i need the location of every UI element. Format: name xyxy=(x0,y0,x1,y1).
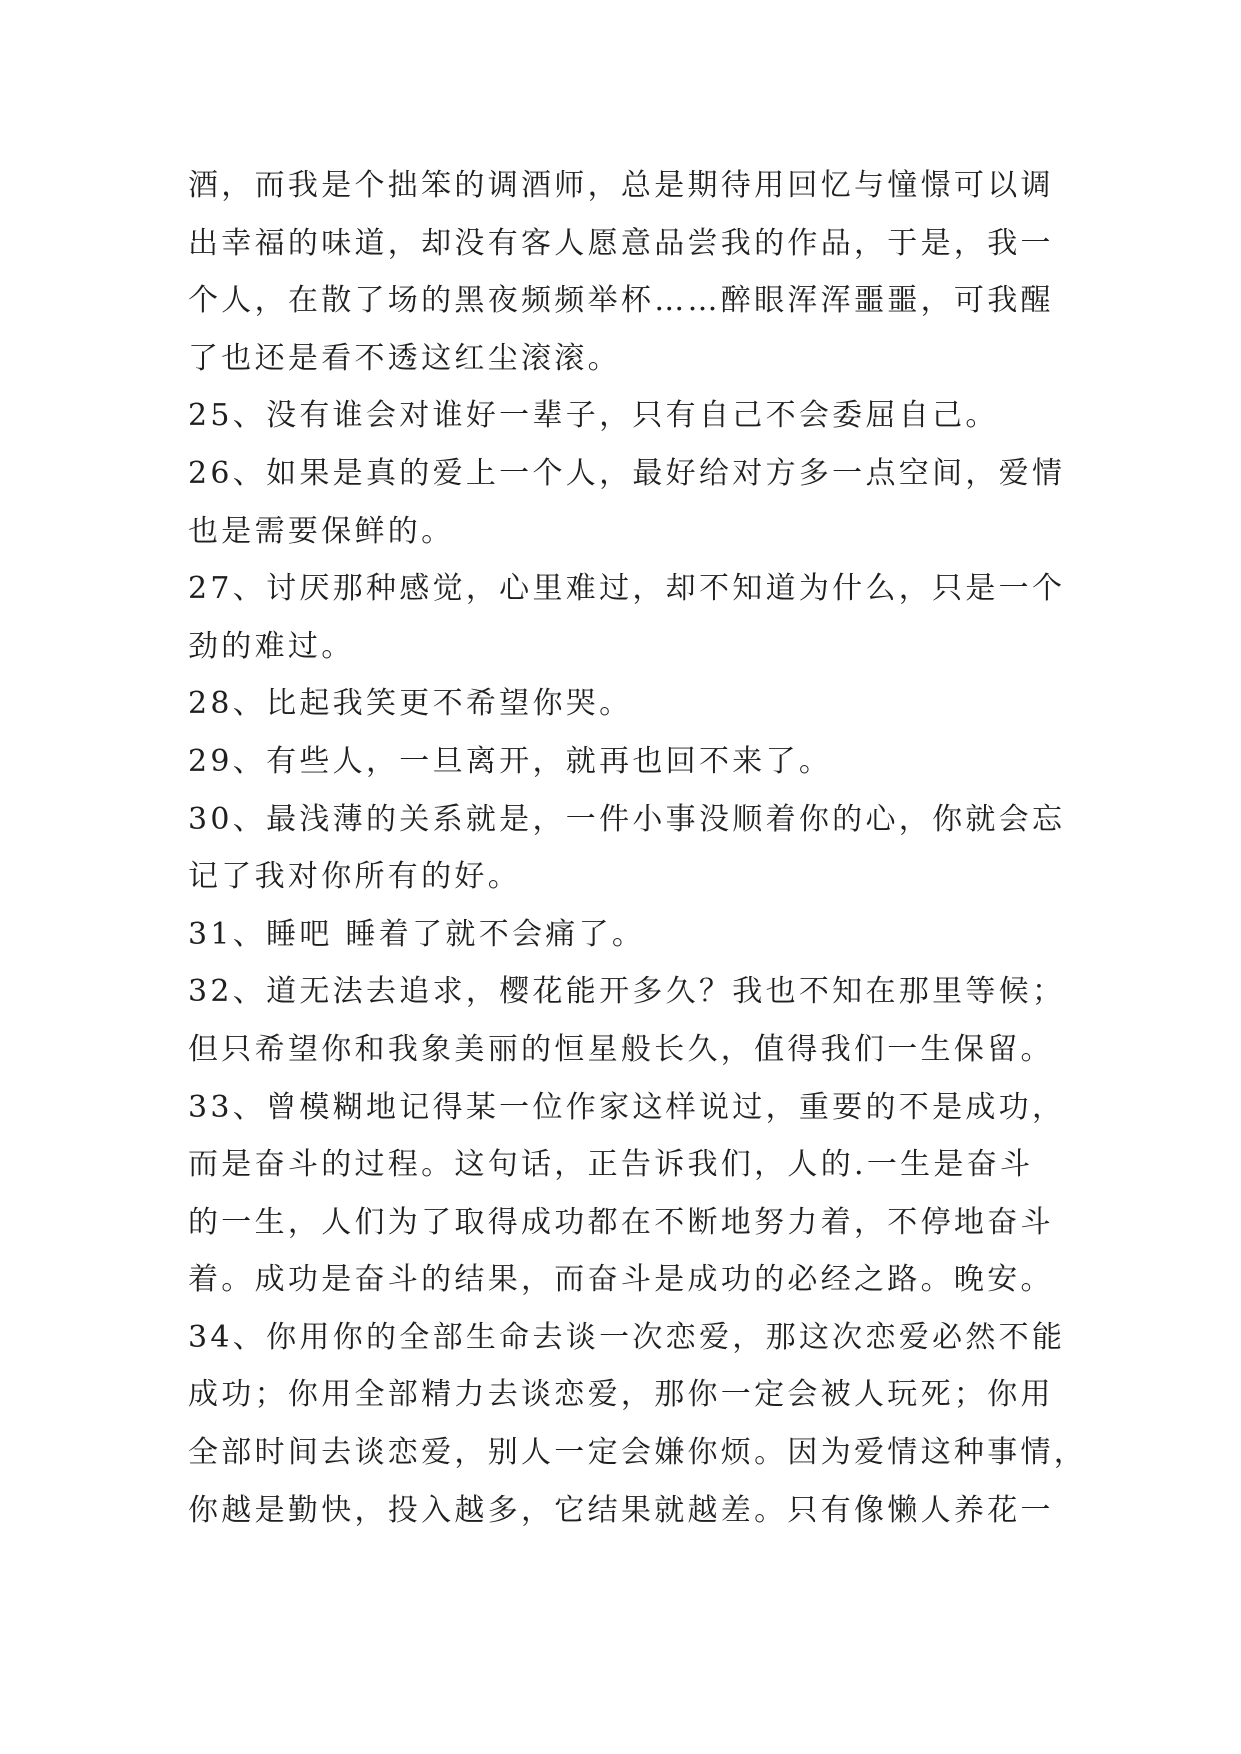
text-line: 28、比起我笑更不希望你哭。 xyxy=(188,686,633,722)
text-line: 25、没有谁会对谁好一辈子，只有自己不会委屈自己。 xyxy=(188,398,999,434)
text-line: 32、道无法去追求，樱花能开多久？我也不知在那里等候； xyxy=(188,974,1066,1010)
text-line: 劲的难过。 xyxy=(188,628,355,664)
text-line: 全部时间去谈恋爱，别人一定会嫌你烦。因为爱情这种事情， xyxy=(188,1435,1088,1471)
text-line: 记了我对你所有的好。 xyxy=(188,859,521,895)
text-line: 了也还是看不透这红尘滚滚。 xyxy=(188,340,621,376)
text-line: 出幸福的味道，却没有客人愿意品尝我的作品，于是，我一 xyxy=(188,225,1054,261)
text-line: 34、你用你的全部生命去谈一次恋爱，那这次恋爱必然不能 xyxy=(188,1319,1066,1355)
text-line: 你越是勤快，投入越多，它结果就越差。只有像懒人养花一 xyxy=(188,1492,1054,1528)
text-line: 26、如果是真的爱上一个人，最好给对方多一点空间，爱情 xyxy=(188,455,1066,491)
text-line: 29、有些人，一旦离开，就再也回不来了。 xyxy=(188,743,833,779)
text-line: 31、睡吧 睡着了就不会痛了。 xyxy=(188,916,646,952)
text-line: 成功；你用全部精力去谈恋爱，那你一定会被人玩死；你用 xyxy=(188,1377,1054,1413)
text-line: 也是需要保鲜的。 xyxy=(188,513,455,549)
document-text-body xyxy=(188,157,1088,1539)
text-line: 但只希望你和我象美丽的恒星般长久，值得我们一生保留。 xyxy=(188,1031,1054,1067)
text-line: 着。成功是奋斗的结果，而奋斗是成功的必经之路。晚安。 xyxy=(188,1262,1054,1298)
text-line: 33、曾模糊地记得某一位作家这样说过，重要的不是成功， xyxy=(188,1089,1066,1125)
text-line: 而是奋斗的过程。这句话，正告诉我们，人的.一生是奋斗 xyxy=(188,1147,1034,1183)
text-line: 的一生，人们为了取得成功都在不断地努力着，不停地奋斗 xyxy=(188,1204,1054,1240)
text-line: 酒，而我是个拙笨的调酒师，总是期待用回忆与憧憬可以调 xyxy=(188,168,1054,203)
text-line: 个人，在散了场的黑夜频频举杯……醉眼浑浑噩噩，可我醒 xyxy=(188,283,1054,319)
text-line: 30、最浅薄的关系就是，一件小事没顺着你的心，你就会忘 xyxy=(188,801,1066,837)
text-line: 27、讨厌那种感觉，心里难过，却不知道为什么，只是一个 xyxy=(188,571,1066,607)
